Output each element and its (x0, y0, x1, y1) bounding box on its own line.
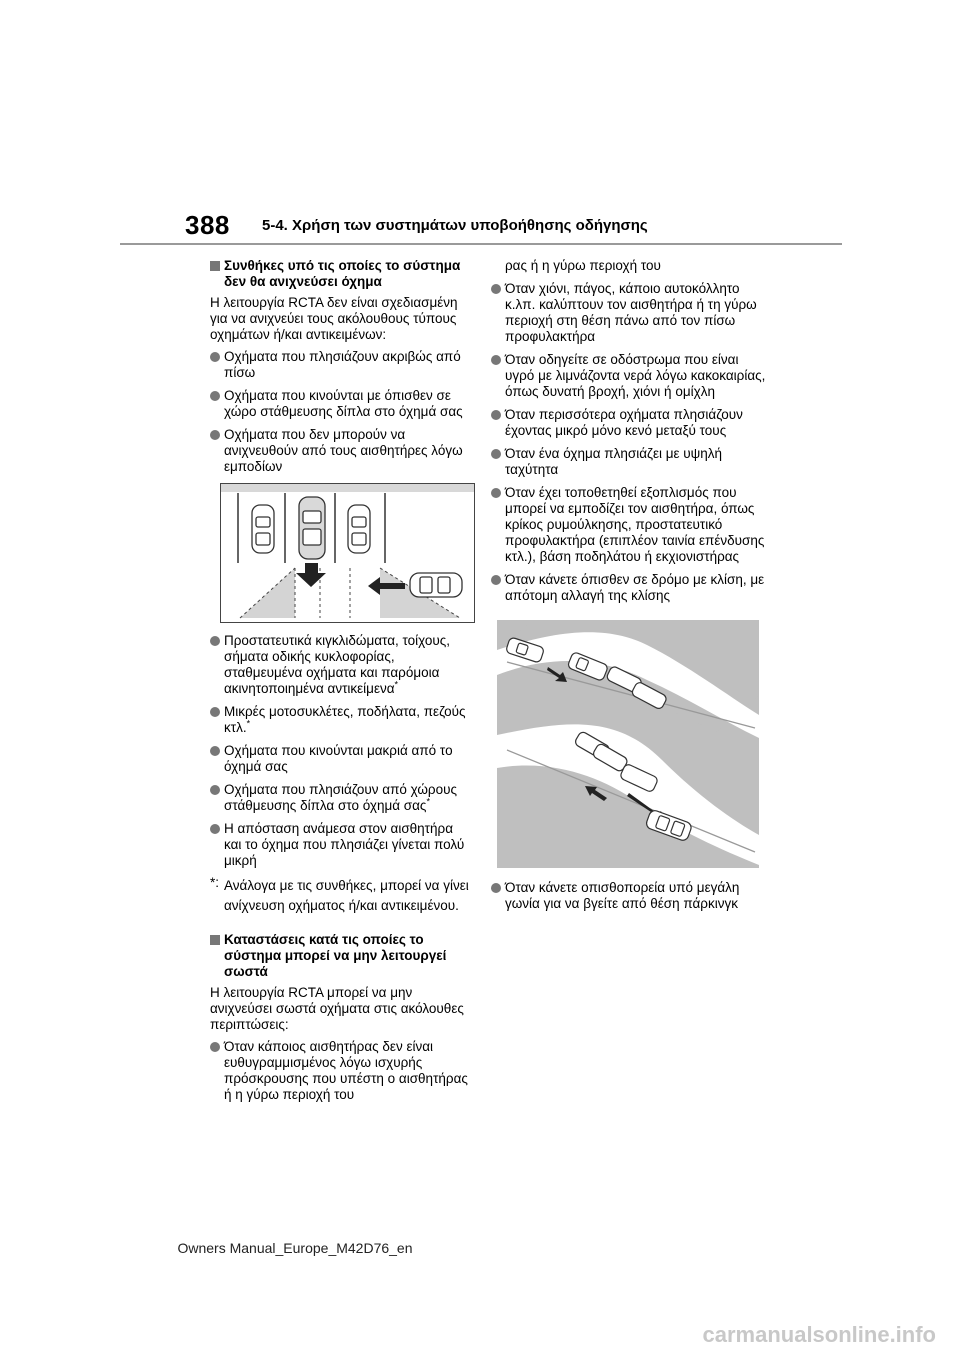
continued-text: ρας ή η γύρω περιοχή του (505, 258, 661, 273)
bullet-dot-icon (491, 575, 501, 585)
bullet-dot-icon (210, 707, 220, 717)
list-item: Όταν οδηγείτε σε οδόστρωμα που είναι υγρό με λιμνάζοντα νερά λόγω κακοκαιρίας, όπως δυνατή βροχή, χιόνι ή ομίχλη (491, 352, 766, 400)
slope-road-illustration (497, 620, 759, 868)
list-item: Οχήματα που πλησιάζουν ακριβώς από πίσω (210, 349, 472, 381)
watermark: carmanualsonline.info (702, 1322, 936, 1347)
intro-paragraph: Η λειτουργία RCTA μπορεί να μην ανιχνεύσει σωστά οχήματα στις ακόλουθες περιπτώσεις: (210, 985, 464, 1032)
list-item: Προστατευτικά κιγκλιδώματα, τοίχους, σήματα οδικής κυκλοφορίας, σταθμευμένα οχήματα και παρόμοια ακινητοποιημένα αντικείμενα* (210, 633, 472, 697)
header-rule (120, 243, 842, 245)
own-car (299, 497, 325, 559)
list-item: Όταν ένα όχημα πλησιάζει με υψηλή ταχύτητα (491, 446, 766, 478)
bullet-dot-icon (210, 352, 220, 362)
list-item: Όταν χιόνι, πάγος, κάποιο αυτοκόλλητο κ.λπ. καλύπτουν τον αισθητήρα ή τη γύρω περιοχή στη θέση πάνω από τον πίσω προφυλακτήρα (491, 281, 766, 345)
parked-car-left (252, 505, 274, 553)
right-column (491, 258, 766, 919)
square-bullet-icon (210, 261, 220, 271)
bullet-dot-icon (491, 284, 501, 294)
heading-not-detect (210, 258, 472, 290)
bullet-dot-icon (491, 883, 501, 893)
list-item: Όταν περισσότερα οχήματα πλησιάζουν έχοντας μικρό μόνο κενό μεταξύ τους (491, 407, 766, 439)
bullet-dot-icon (491, 355, 501, 365)
square-bullet-icon (210, 935, 220, 945)
asterisk: * (426, 796, 430, 807)
bullet-dot-icon (491, 449, 501, 459)
bullet-dot-icon (210, 391, 220, 401)
section-title: 5-4. Χρήση των συστημάτων υποβοήθησης οδήγησης (262, 217, 648, 234)
list-item: Οχήματα που πλησιάζουν από χώρους στάθμευσης δίπλα στο όχημά σας* (210, 782, 472, 814)
list-item: Οχήματα που δεν μπορούν να ανιχνευθούν από τους αισθητήρες λόγω εμποδίων (210, 427, 472, 475)
bullet-dot-icon (210, 430, 220, 440)
list-item: Μικρές μοτοσυκλέτες, ποδήλατα, πεζούς κτλ.* (210, 704, 472, 736)
heading-may-not-work (210, 932, 472, 980)
left-column (210, 258, 472, 1110)
bullet-dot-icon (491, 410, 501, 420)
list-item: Όταν κάποιος αισθητήρας δεν είναι ευθυγραμμισμένος λόγω ισχυρής πρόσκρουσης που υπέστη ο αισθητήρας ή η γύρω περιοχή του (210, 1039, 472, 1103)
heading-text: Συνθήκες υπό τις οποίες το σύστημα δεν θα ανιχνεύσει όχημα (224, 258, 461, 289)
bullet-dot-icon (210, 746, 220, 756)
list-item: Οχήματα που κινούνται με όπισθεν σε χώρο στάθμευσης δίπλα στο όχημά σας (210, 388, 472, 420)
footnote-mark: *: (210, 875, 220, 890)
parking-lot-illustration (220, 483, 475, 623)
list-item: Η απόσταση ανάμεσα στον αισθητήρα και το όχημα που πλησιάζει γίνεται πολύ μικρή (210, 821, 472, 869)
bullet-dot-icon (210, 636, 220, 646)
page-number: 388 (185, 210, 230, 240)
parked-car-right (348, 505, 370, 553)
heading-text: Καταστάσεις κατά τις οποίες το σύστημα μπορεί να μην λειτουργεί σωστά (224, 932, 447, 979)
list-item: Οχήματα που κινούνται μακριά από το όχημά σας (210, 743, 472, 775)
intro-paragraph: Η λειτουργία RCTA δεν είναι σχεδιασμένη για να ανιχνεύει τους ακόλουθους τύπους οχημάτων ή/και αντικειμένων: (210, 295, 458, 342)
footnote: *: Ανάλογα με τις συνθήκες, μπορεί να γίνει ανίχνευση οχήματος ή/και αντικειμένου. (210, 875, 469, 913)
list-item: Όταν κάνετε οπισθοπορεία υπό μεγάλη γωνία για να βγείτε από θέση πάρκινγκ (491, 880, 766, 912)
asterisk: * (246, 718, 251, 729)
list-item: Όταν έχει τοποθετηθεί εξοπλισμός που μπορεί να εμποδίζει τον αισθητήρα, όπως κρίκος ρυμούλκησης, προστατευτικό προφυλακτήρα (επιπλέον ταινία επένδυσης κτλ.), βάση ποδηλάτου ή εκχιονιστήρας (491, 485, 766, 565)
bullet-dot-icon (491, 488, 501, 498)
bullet-dot-icon (210, 785, 220, 795)
list-item: Όταν κάνετε όπισθεν σε δρόμο με κλίση, με απότομη αλλαγή της κλίσης (491, 572, 766, 604)
footer: Owners Manual_Europe_M42D76_en (177, 1240, 413, 1256)
asterisk: * (394, 679, 399, 690)
approaching-car (410, 573, 462, 597)
bullet-dot-icon (210, 1042, 220, 1052)
bullet-dot-icon (210, 824, 220, 834)
